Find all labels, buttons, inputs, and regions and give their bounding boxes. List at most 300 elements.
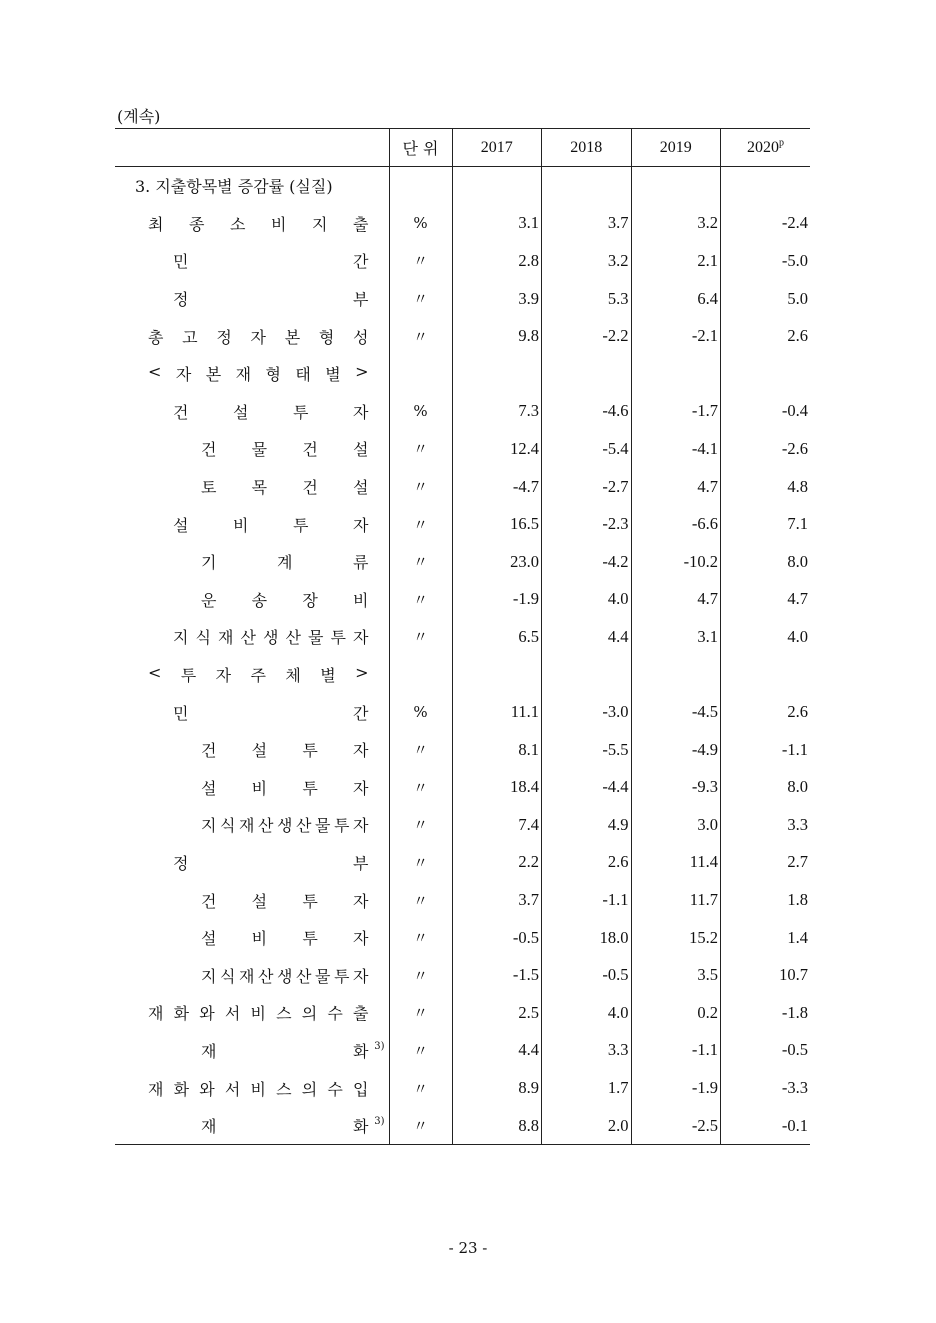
value-cell-2020: -5.0 — [721, 242, 811, 280]
value-cell-2018: -2.2 — [542, 317, 632, 355]
row-label — [115, 656, 389, 694]
value-cell-2019: 3.5 — [631, 956, 721, 994]
value-cell-2017: 18.4 — [452, 769, 542, 807]
label-char: 본 — [284, 327, 301, 347]
label-char: 산 — [296, 816, 312, 836]
row-label-text — [115, 1001, 389, 1024]
label-char: 태 — [295, 365, 311, 385]
label-char: 투 — [334, 816, 350, 836]
unit-cell: 〃 — [389, 919, 452, 957]
label-char: 화 — [173, 1079, 190, 1099]
row-label-text — [115, 287, 389, 310]
label-char: 식 — [195, 628, 211, 648]
row-label — [115, 317, 389, 355]
label-char: 별 — [325, 365, 341, 385]
value-cell-2019: 11.4 — [631, 844, 721, 882]
value-cell-2017: 12.4 — [452, 430, 542, 468]
value-cell-2019: 15.2 — [631, 919, 721, 957]
value-cell-2018: 2.0 — [542, 1107, 632, 1145]
value-cell-2019 — [631, 355, 721, 393]
label-char: 류 — [353, 553, 369, 573]
value-cell-2017: 7.3 — [452, 393, 542, 431]
label-char: 건 — [302, 478, 318, 498]
table-row — [115, 581, 810, 619]
value-cell-2019: -2.5 — [631, 1107, 721, 1145]
label-char: 물 — [251, 440, 268, 460]
label-char: 민 — [173, 703, 189, 723]
table-row — [115, 656, 810, 694]
value-cell-2018: 5.3 — [542, 280, 632, 318]
row-label-text — [115, 212, 389, 235]
label-char: 비 — [271, 214, 287, 234]
table-row — [115, 693, 810, 731]
table-row — [115, 205, 810, 243]
label-char: 주 — [250, 666, 266, 686]
label-char: < — [148, 663, 162, 683]
label-char: 서 — [224, 1004, 241, 1024]
row-label-text — [115, 513, 389, 536]
label-char: 지 — [201, 816, 217, 836]
value-cell-2019: 6.4 — [631, 280, 721, 318]
row-label — [115, 956, 389, 994]
label-char: 설 — [353, 478, 369, 498]
value-cell-2019: -10.2 — [631, 543, 721, 581]
value-cell-2020: 4.0 — [721, 618, 811, 656]
value-cell-2017: 3.7 — [452, 881, 542, 919]
row-label — [115, 280, 389, 318]
label-char: 별 — [320, 666, 336, 686]
table-row — [115, 806, 810, 844]
row-label-text — [115, 926, 389, 949]
label-char: > — [355, 663, 369, 683]
value-cell-2018 — [542, 656, 632, 694]
table-row — [115, 317, 810, 355]
row-label-text — [115, 1077, 389, 1100]
label-char: 계 — [277, 553, 293, 573]
label-char: 총 — [148, 327, 164, 347]
row-label-text — [115, 776, 389, 799]
label-char: 자 — [250, 327, 266, 347]
section-title: 3. 지출항목별 증감률 (실질) — [135, 177, 333, 197]
table-row — [115, 167, 810, 205]
value-cell-2018: 18.0 — [542, 919, 632, 957]
unit-cell: 〃 — [389, 956, 452, 994]
value-cell-2020: 5.0 — [721, 280, 811, 318]
label-char: < — [148, 362, 162, 382]
label-char: 자 — [353, 402, 369, 422]
table-row — [115, 355, 810, 393]
row-label — [115, 205, 389, 243]
value-cell-2019: -6.6 — [631, 505, 721, 543]
label-char: 투 — [302, 891, 318, 911]
label-char: 자 — [215, 666, 232, 686]
label-char: 의 — [301, 1079, 318, 1099]
label-char: 물 — [315, 816, 331, 836]
value-cell-2018: -0.5 — [542, 956, 632, 994]
page-number: - 23 - — [448, 1239, 488, 1257]
unit-cell: 〃 — [389, 806, 452, 844]
value-cell-2018: -4.2 — [542, 543, 632, 581]
table-row — [115, 844, 810, 882]
value-cell-2020: -0.5 — [721, 1032, 811, 1070]
value-cell-2019: -1.7 — [631, 393, 721, 431]
growth-rate-table — [115, 128, 810, 1145]
label-char: 간 — [353, 252, 369, 272]
label-char: 비 — [353, 590, 369, 610]
label-char: 건 — [302, 440, 318, 460]
value-cell-2020: 2.6 — [721, 693, 811, 731]
label-char: 자 — [353, 816, 369, 836]
label-char: 운 — [201, 590, 217, 610]
unit-cell — [389, 167, 452, 205]
unit-cell: 〃 — [389, 994, 452, 1032]
row-label — [115, 468, 389, 506]
table-row — [115, 1107, 810, 1145]
value-cell-2017: 8.8 — [452, 1107, 542, 1145]
value-cell-2019: 3.1 — [631, 618, 721, 656]
label-char: 부 — [353, 853, 369, 873]
table-row — [115, 468, 810, 506]
row-label-text — [115, 400, 389, 423]
unit-cell: 〃 — [389, 844, 452, 882]
label-char: 자 — [353, 929, 369, 949]
header-label-cell — [115, 129, 389, 167]
value-cell-2018: -4.6 — [542, 393, 632, 431]
label-char: 간 — [353, 703, 369, 723]
value-cell-2020: 8.0 — [721, 769, 811, 807]
row-label-text — [115, 738, 389, 761]
label-char: 정 — [173, 290, 189, 310]
label-char: 건 — [201, 741, 217, 761]
label-char: 자 — [353, 891, 369, 911]
value-cell-2018: 3.2 — [542, 242, 632, 280]
value-cell-2020 — [721, 656, 811, 694]
value-cell-2019: 4.7 — [631, 581, 721, 619]
value-cell-2020: 2.6 — [721, 317, 811, 355]
row-label — [115, 1069, 389, 1107]
table-row — [115, 430, 810, 468]
value-cell-2018: -2.3 — [542, 505, 632, 543]
label-char: 설 — [173, 515, 189, 535]
value-cell-2020: 8.0 — [721, 543, 811, 581]
table-row — [115, 1032, 810, 1070]
row-label-text — [115, 813, 389, 836]
row-label — [115, 731, 389, 769]
value-cell-2019: -9.3 — [631, 769, 721, 807]
value-cell-2019: 0.2 — [631, 994, 721, 1032]
value-cell-2020: 3.3 — [721, 806, 811, 844]
label-char: 고 — [182, 327, 198, 347]
value-cell-2018 — [542, 355, 632, 393]
unit-cell: % — [389, 693, 452, 731]
label-char: 자 — [353, 628, 369, 648]
value-cell-2018: 4.0 — [542, 994, 632, 1032]
value-cell-2019: -2.1 — [631, 317, 721, 355]
label-char: 설 — [251, 741, 268, 761]
row-label-text — [115, 701, 389, 724]
table-row — [115, 731, 810, 769]
label-char: 수 — [327, 1079, 343, 1099]
value-cell-2020: 10.7 — [721, 956, 811, 994]
value-cell-2020: 2.7 — [721, 844, 811, 882]
label-char: 자 — [353, 741, 369, 761]
value-cell-2018 — [542, 167, 632, 205]
value-cell-2020: 4.7 — [721, 581, 811, 619]
value-cell-2017: 3.1 — [452, 205, 542, 243]
value-cell-2017: 11.1 — [452, 693, 542, 731]
unit-cell — [389, 656, 452, 694]
label-char: 화 — [353, 1117, 369, 1137]
unit-cell: % — [389, 393, 452, 431]
value-cell-2019: 4.7 — [631, 468, 721, 506]
label-char: 비 — [251, 929, 268, 949]
value-cell-2018: -5.4 — [542, 430, 632, 468]
label-char: 형 — [318, 327, 335, 347]
row-label — [115, 393, 389, 431]
value-cell-2019: -1.9 — [631, 1069, 721, 1107]
label-char: 산 — [258, 966, 274, 986]
value-cell-2020 — [721, 167, 811, 205]
value-cell-2017: -1.9 — [452, 581, 542, 619]
row-label — [115, 769, 389, 807]
label-char: > — [355, 362, 369, 382]
row-label — [115, 581, 389, 619]
value-cell-2019: -1.1 — [631, 1032, 721, 1070]
label-char: 민 — [173, 252, 189, 272]
label-char: 설 — [251, 891, 268, 911]
label-char: 산 — [285, 628, 301, 648]
label-char: 종 — [189, 214, 205, 234]
value-cell-2018: 3.7 — [542, 205, 632, 243]
value-cell-2017: -0.5 — [452, 919, 542, 957]
row-label-text — [115, 588, 389, 611]
unit-cell: 〃 — [389, 280, 452, 318]
header-year-2018: 2018 — [542, 129, 632, 167]
label-char: 투 — [293, 515, 309, 535]
value-cell-2019: -4.5 — [631, 693, 721, 731]
value-cell-2020: 1.8 — [721, 881, 811, 919]
label-char: 자 — [175, 365, 192, 385]
label-char: 투 — [302, 778, 318, 798]
value-cell-2018: 4.9 — [542, 806, 632, 844]
unit-cell: 〃 — [389, 769, 452, 807]
value-cell-2019: 2.1 — [631, 242, 721, 280]
row-label-text: 재 화 3) — [201, 1040, 385, 1061]
value-cell-2019 — [631, 167, 721, 205]
table-row — [115, 994, 810, 1032]
value-cell-2020: -3.3 — [721, 1069, 811, 1107]
label-char: 재 — [201, 1117, 217, 1137]
label-char: 투 — [334, 966, 350, 986]
row-label-text — [115, 663, 389, 686]
label-char: 출 — [353, 1004, 369, 1024]
label-char: 산 — [240, 628, 256, 648]
row-label-text — [115, 550, 389, 573]
row-label — [115, 543, 389, 581]
table-row — [115, 543, 810, 581]
label-char: 화 — [173, 1004, 190, 1024]
row-label — [115, 806, 389, 844]
value-cell-2020: 1.4 — [721, 919, 811, 957]
label-char: 건 — [201, 891, 217, 911]
label-char: 성 — [353, 327, 369, 347]
value-cell-2018: -1.1 — [542, 881, 632, 919]
row-label — [115, 618, 389, 656]
row-label — [115, 881, 389, 919]
unit-cell: 〃 — [389, 1107, 452, 1145]
unit-cell: 〃 — [389, 543, 452, 581]
unit-cell: 〃 — [389, 317, 452, 355]
value-cell-2019 — [631, 656, 721, 694]
header-unit: 단 위 — [389, 129, 452, 167]
row-label-text — [115, 325, 389, 348]
value-cell-2017: 3.9 — [452, 280, 542, 318]
value-cell-2017: 8.9 — [452, 1069, 542, 1107]
label-char: 송 — [251, 590, 268, 610]
continued-label: (계속) — [117, 107, 161, 126]
label-char: 출 — [353, 214, 369, 234]
value-cell-2020: -1.1 — [721, 731, 811, 769]
unit-cell: 〃 — [389, 1069, 452, 1107]
label-char: 비 — [250, 1004, 266, 1024]
row-label-text — [115, 174, 389, 197]
label-char: 기 — [201, 553, 217, 573]
label-char: 서 — [224, 1079, 241, 1099]
row-label-text — [115, 249, 389, 272]
value-cell-2019: 11.7 — [631, 881, 721, 919]
value-cell-2018: -2.7 — [542, 468, 632, 506]
row-label-text — [115, 889, 389, 912]
row-label-text: 재 화 3) — [201, 1116, 385, 1137]
value-cell-2017: 6.5 — [452, 618, 542, 656]
value-cell-2020: -0.1 — [721, 1107, 811, 1145]
label-char: 정 — [216, 327, 232, 347]
label-char: 재 — [235, 365, 252, 385]
label-char: 설 — [233, 402, 249, 422]
label-char: 최 — [148, 214, 164, 234]
value-cell-2018: 4.4 — [542, 618, 632, 656]
value-cell-2018: 4.0 — [542, 581, 632, 619]
label-char: 설 — [201, 929, 217, 949]
label-char: 건 — [173, 402, 189, 422]
row-label — [115, 994, 389, 1032]
label-char: 생 — [277, 966, 293, 986]
value-cell-2017: 16.5 — [452, 505, 542, 543]
label-char: 투 — [330, 628, 346, 648]
value-cell-2019: 3.0 — [631, 806, 721, 844]
unit-cell: 〃 — [389, 430, 452, 468]
table-row — [115, 956, 810, 994]
value-cell-2019: -4.9 — [631, 731, 721, 769]
label-char: 건 — [201, 440, 217, 460]
label-char: 소 — [230, 214, 246, 234]
row-label — [115, 505, 389, 543]
row-label-text — [115, 964, 389, 987]
label-char: 자 — [353, 515, 369, 535]
value-cell-2018: -5.5 — [542, 731, 632, 769]
label-char: 입 — [353, 1079, 369, 1099]
value-cell-2017: 2.2 — [452, 844, 542, 882]
label-char: 재 — [239, 816, 255, 836]
header-year-2020 — [721, 129, 811, 167]
value-cell-2018: 2.6 — [542, 844, 632, 882]
value-cell-2020: -2.6 — [721, 430, 811, 468]
label-char: 재 — [239, 966, 255, 986]
row-label-text — [115, 362, 389, 385]
unit-cell: 〃 — [389, 468, 452, 506]
value-cell-2018: 3.3 — [542, 1032, 632, 1070]
value-cell-2020 — [721, 355, 811, 393]
label-char: 생 — [277, 816, 293, 836]
label-char: 재 — [148, 1079, 164, 1099]
unit-cell: 〃 — [389, 1032, 452, 1070]
label-char: 물 — [315, 966, 331, 986]
table-row — [115, 242, 810, 280]
value-cell-2018: 1.7 — [542, 1069, 632, 1107]
value-cell-2020: -0.4 — [721, 393, 811, 431]
row-label — [115, 1107, 389, 1145]
label-char: 체 — [285, 666, 301, 686]
value-cell-2017 — [452, 656, 542, 694]
table-row — [115, 505, 810, 543]
header-year-2019: 2019 — [631, 129, 721, 167]
value-cell-2019: 3.2 — [631, 205, 721, 243]
unit-cell: 〃 — [389, 242, 452, 280]
label-char: 자 — [353, 966, 369, 986]
header-year-2017: 2017 — [452, 129, 542, 167]
label-char: 와 — [199, 1004, 215, 1024]
table-row — [115, 881, 810, 919]
label-char: 정 — [173, 853, 189, 873]
label-char: 재 — [218, 628, 234, 648]
value-cell-2020: 7.1 — [721, 505, 811, 543]
unit-cell: 〃 — [389, 581, 452, 619]
table-row — [115, 393, 810, 431]
row-label — [115, 919, 389, 957]
label-char: 지 — [312, 214, 328, 234]
table-row — [115, 919, 810, 957]
label-char: 설 — [353, 440, 369, 460]
value-cell-2017: 23.0 — [452, 543, 542, 581]
label-char: 투 — [180, 666, 197, 686]
row-label — [115, 242, 389, 280]
unit-cell: 〃 — [389, 881, 452, 919]
row-label-text — [115, 475, 389, 498]
label-char: 형 — [265, 365, 281, 385]
label-char: 비 — [251, 778, 268, 798]
row-label-text — [115, 625, 389, 648]
value-cell-2017: 9.8 — [452, 317, 542, 355]
unit-cell — [389, 355, 452, 393]
label-char: 의 — [301, 1004, 318, 1024]
label-char: 본 — [205, 365, 222, 385]
label-char: 스 — [276, 1004, 292, 1024]
value-cell-2018: -3.0 — [542, 693, 632, 731]
row-label — [115, 1032, 389, 1070]
value-cell-2017: 2.8 — [452, 242, 542, 280]
unit-cell: 〃 — [389, 505, 452, 543]
row-label-text — [115, 437, 389, 460]
label-char: 목 — [251, 478, 268, 498]
value-cell-2018: -4.4 — [542, 769, 632, 807]
label-char: 식 — [220, 966, 236, 986]
row-label-text — [115, 851, 389, 874]
value-cell-2017: 2.5 — [452, 994, 542, 1032]
value-cell-2020: -1.8 — [721, 994, 811, 1032]
label-char: 산 — [258, 816, 274, 836]
label-char: 투 — [293, 402, 309, 422]
label-char: 화 — [353, 1041, 369, 1061]
